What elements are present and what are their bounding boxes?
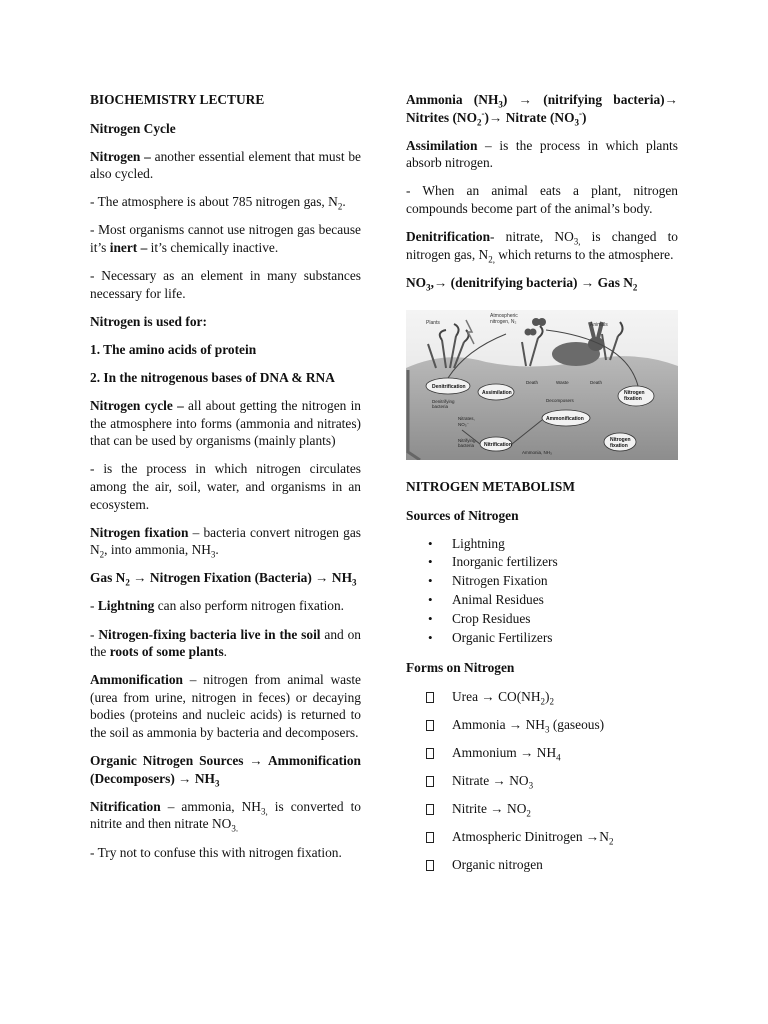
nitrogen-cycle-diagram [406, 310, 678, 460]
form-item: Nitrite → $NO_2$ [406, 800, 678, 828]
label-decomposers: Decomposers [546, 397, 574, 403]
lightning-fact: - Lightning can also perform nitrogen fixation. [90, 598, 345, 614]
fixation-flow: Gas $N_2$ → Nitrogen Fixation (Bacteria) → $NH_3$ [90, 570, 357, 589]
label-denitrifying: Denitrifying [432, 398, 455, 404]
checkbox-glyph-icon [426, 720, 434, 731]
bacteria-fact: - Nitrogen-fixing bacteria live in the soil and on the roots of some plants. [90, 626, 362, 660]
label-denitrification: Denitrification [432, 383, 466, 390]
label-plants: Plants [426, 319, 440, 326]
sources-heading: Sources of Nitrogen [406, 507, 519, 523]
checkbox-glyph-icon [426, 860, 434, 871]
use-item-2: 2. In the nitrogenous bases of DNA & RNA [90, 370, 335, 386]
label-ammonification: Ammonification [546, 415, 584, 422]
label-animals: Animals [590, 321, 608, 328]
forms-list [406, 688, 678, 884]
source-item: • Inorganic fertilizers [406, 553, 678, 572]
denitrification-definition: Denitrification- nitrate, $NO_{3,}$ is changed to nitrogen gas, $N_{2,}$ which returns to the atmosphere. [406, 229, 678, 265]
label-nitrogen-fixation-b2: fixation [610, 442, 628, 449]
label-death-2: Death [590, 379, 603, 385]
form-item: Ammonia → $NH_3$ (gaseous) [406, 716, 678, 744]
label-nitrogen-n2: nitrogen, N₂ [490, 318, 517, 325]
ammonification-definition: Ammonification – nitrogen from animal waste (urea from urine, nitrogen in feces) or decaying bodies (proteins and nucleic acids) is returned to the soil as ammonia by bacteria and decomposers. [90, 672, 361, 741]
lecture-title: BIOCHEMISTRY LECTURE [90, 92, 265, 107]
organisms-fact: - Most organisms cannot use nitrogen gas because it’s inert – it’s chemically inactive. [90, 222, 361, 256]
label-nitrogen-fixation-2: fixation [624, 395, 642, 402]
form-item: Urea → $CO(NH_2)_2$ [406, 688, 678, 716]
metabolism-heading: NITROGEN METABOLISM [406, 479, 576, 495]
animal-eats-fact: - When an animal eats a plant, nitrogen compounds become part of the animal’s body. [406, 183, 678, 216]
form-item: Atmospheric Dinitrogen $\to N_2$ [406, 828, 678, 856]
denitrification-flow: $NO_3,\to$ (denitrifying bacteria) → Gas $N_2$ [406, 274, 638, 293]
process-definition: - is the process in which nitrogen circulates among the air, soil, water, and organisms in an ecosystem. [90, 461, 361, 512]
nitrification-flow: Ammonia $(NH_3)$ → (nitrifying bacteria)→ Nitrites $(NO_2^-)\to$ Nitrate $(NO_3^-)$ [406, 92, 678, 128]
necessary-fact: - Necessary as an element in many substances necessary for life. [90, 268, 361, 301]
nitrogen-definition: Nitrogen – another essential element that must be also cycled. [90, 148, 361, 182]
sources-list [406, 535, 678, 648]
label-waste: Waste [556, 379, 569, 385]
label-death: Death [526, 379, 539, 385]
form-item: Ammonium → $NH_4$ [406, 744, 678, 772]
form-item: Nitrate → $NO_3$ [406, 772, 678, 800]
confuse-note: - Try not to confuse this with nitrogen fixation. [90, 844, 342, 860]
fixation-definition: Nitrogen fixation – bacteria convert nitrogen gas $N_2$, into ammonia, $NH_3$. [90, 524, 361, 560]
checkbox-glyph-icon [426, 804, 434, 815]
label-denitrifying-bacteria: bacteria [432, 403, 449, 409]
label-nitrogen-fixation-1: Nitrogen [624, 389, 645, 396]
cycle-definition: Nitrogen cycle – all about getting the nitrogen in the atmosphere into forms (ammonia and nitrates) that can be used by organisms (mainly plants) [90, 398, 361, 449]
source-item: • Organic Fertilizers [406, 629, 678, 648]
forms-heading: Forms on Nitrogen [406, 660, 515, 676]
n2-molecule-1b [538, 318, 546, 326]
label-nitrifying: Nitrifying [458, 437, 476, 443]
label-nitrification: Nitrification [484, 441, 512, 448]
label-assimilation: Assimilation [482, 389, 512, 396]
nitrification-definition: Nitrification – ammonia, $NH_{3,}$ is converted to nitrite and then nitrate $NO_{3.}$ [90, 798, 361, 835]
right-column [406, 91, 678, 884]
atmosphere-fact: - The atmosphere is about 785 nitrogen gas, $N_2$. [90, 194, 346, 213]
rabbit-head [588, 337, 604, 351]
assimilation-definition: Assimilation – is the process in which plants absorb nitrogen. [406, 137, 678, 171]
label-nitrates: Nitrates, [458, 415, 475, 421]
ammonification-flow: Organic Nitrogen Sources → Ammonification (Decomposers) → $NH_3$ [90, 753, 361, 789]
checkbox-glyph-icon [426, 832, 434, 843]
label-no3: NO₃⁻ [458, 421, 469, 427]
label-atmospheric: Atmospheric [490, 312, 518, 319]
source-item: • Lightning [406, 535, 678, 554]
source-item: • Animal Residues [406, 591, 678, 610]
use-item-1: 1. The amino acids of protein [90, 341, 257, 357]
label-nitrifying-bacteria: bacteria [458, 442, 475, 448]
used-for-heading: Nitrogen is used for: [90, 313, 207, 329]
source-item: • Crop Residues [406, 610, 678, 629]
checkbox-glyph-icon [426, 776, 434, 787]
left-column [90, 91, 361, 872]
checkbox-glyph-icon [426, 748, 434, 759]
section-title: Nitrogen Cycle [90, 120, 176, 136]
source-item: • Nitrogen Fixation [406, 572, 678, 591]
label-nitrogen-fixation-b1: Nitrogen [610, 436, 631, 443]
checkbox-glyph-icon [426, 692, 434, 703]
n2-molecule-2b [530, 328, 537, 335]
form-item: Organic nitrogen [406, 856, 678, 884]
label-ammonia-nh3: Ammonia, NH₃ [522, 449, 552, 455]
